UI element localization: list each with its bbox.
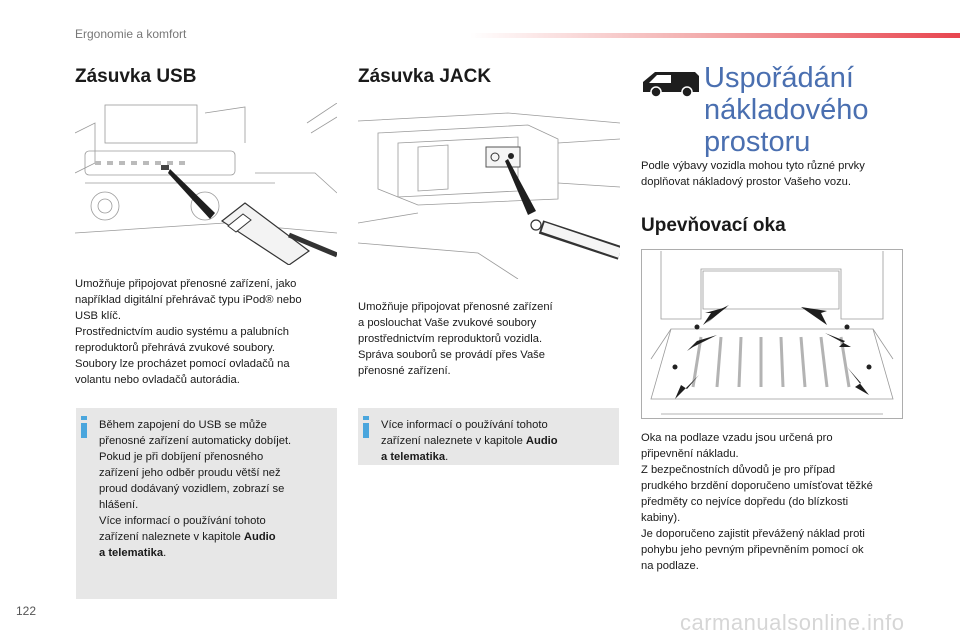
section-header: Ergonomie a komfort xyxy=(75,27,187,41)
usb-illustration xyxy=(75,103,337,265)
info-icon xyxy=(363,416,369,438)
anchor-rings-description: Oka na podlaze vzadu jsou určená pro připevnění nákladu. Z bezpečnostních důvodů je pro případ prudkého brzdění doporučeno umísťovat těžké předměty co nejvíce dopředu (do blízkosti kabiny). Je doporučeno zajistit převážený náklad proti pohybu jeho pevným připevněním pomocí ok na podlaze. xyxy=(641,432,873,572)
page-number: 122 xyxy=(16,604,37,618)
info-icon xyxy=(81,416,87,438)
cargo-title: Uspořádání nákladového prostoru xyxy=(704,62,869,158)
cargo-intro: Podle výbavy vozidla mohou tyto různé prvky doplňovat nákladový prostor Vašeho vozu. xyxy=(641,160,865,188)
van-icon xyxy=(641,68,701,98)
anchor-rings-title: Upevňovací oka xyxy=(641,215,786,236)
usb-title: Zásuvka USB xyxy=(75,66,197,87)
usb-info-note: Během zapojení do USB se může přenosné zařízení automaticky dobíjet. Pokud je při dobíjení přenosného zařízení jeho odběr proudu větší než proud dodávaný vozidlem, zobrazí se hlášení. Více informací o používání tohoto zařízení naleznete v kapitole Audio a telematika. xyxy=(76,408,337,599)
usb-description: Umožňuje připojovat přenosné zařízení, jako například digitální přehrávač typu iPod® nebo USB klíč. Prostřednictvím audio systému a palubních reproduktorů přehrává zvukové soubory. Soubory lze procházet pomocí ovladačů na volantu nebo ovladačů autorádia. xyxy=(75,278,302,386)
cargo-floor-illustration xyxy=(641,249,903,419)
jack-description: Umožňuje připojovat přenosné zařízení a poslouchat Vaše zvukové soubory prostřednictvím reproduktorů vozidla. Správa souborů se provádí přes Vaše přenosné zařízení. xyxy=(358,301,553,377)
jack-title: Zásuvka JACK xyxy=(358,66,492,87)
jack-illustration xyxy=(358,103,620,279)
jack-info-note: Více informací o používání tohoto zařízení naleznete v kapitole Audio a telematika. xyxy=(358,408,619,465)
header-accent-bar xyxy=(470,33,960,38)
watermark: carmanualsonline.info xyxy=(680,610,905,635)
